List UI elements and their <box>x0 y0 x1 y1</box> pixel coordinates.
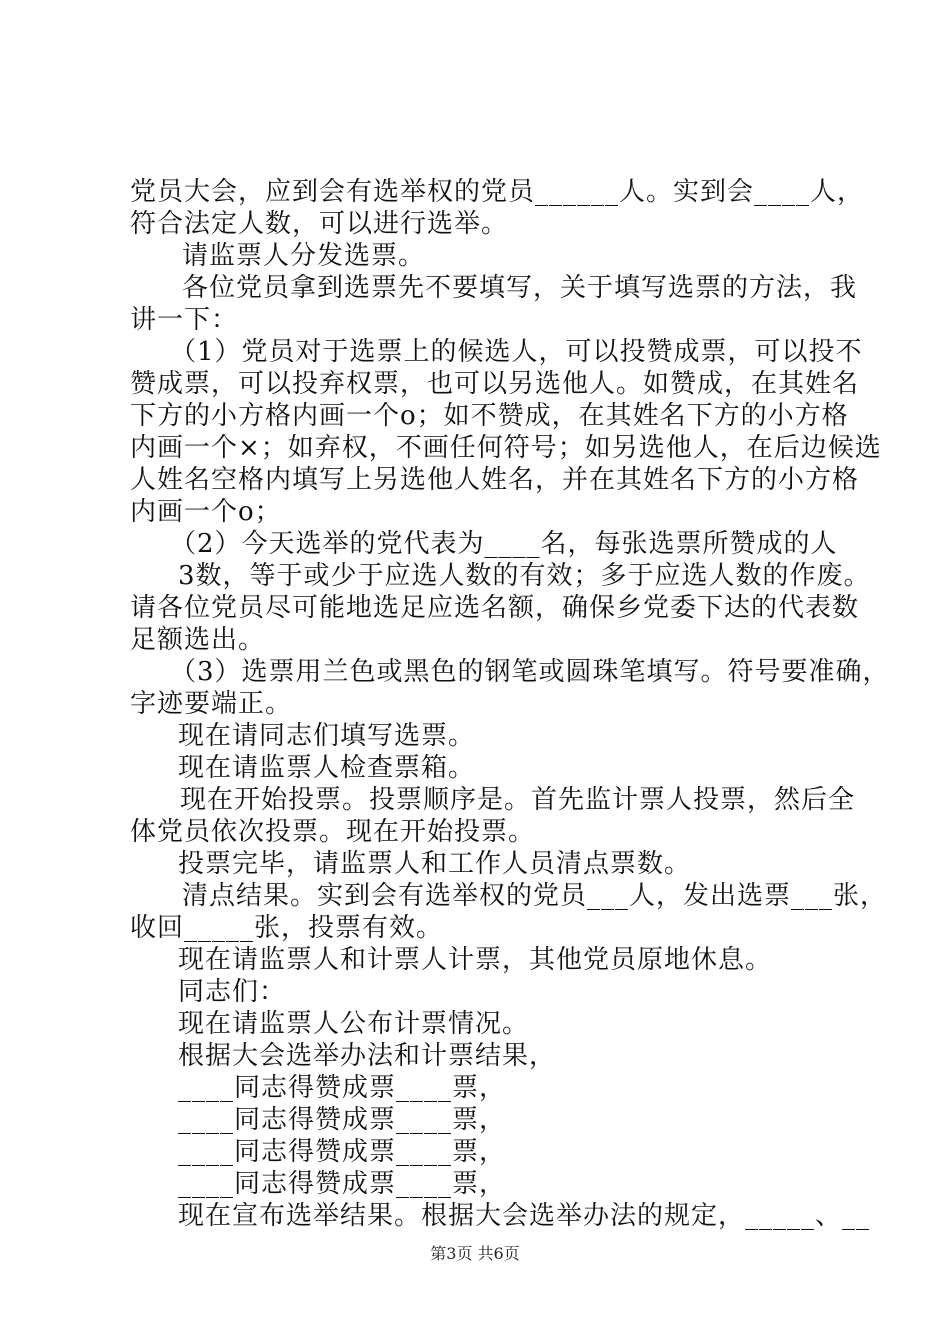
text-line: ____同志得赞成票____票， <box>178 1073 507 1103</box>
text-line: （1）党员对于选票上的候选人，可以投赞成票，可以投不 <box>170 337 863 367</box>
text-line: 符合法定人数，可以进行选举。 <box>130 209 509 239</box>
text-line: 现在请监票人公布计票情况。 <box>178 1009 530 1039</box>
text-line: 党员大会，应到会有选举权的党员______人。实到会____人， <box>130 177 865 207</box>
text-line: 内画一个×；如弃权，不画任何符号；如另选他人，在后边候选 <box>130 433 882 463</box>
text-line: 现在请监票人检查票箱。 <box>178 753 476 783</box>
text-line: 内画一个o； <box>130 497 282 527</box>
text-line: 体党员依次投票。现在开始投票。 <box>130 817 536 847</box>
text-line: 3数，等于或少于应选人数的有效；多于应选人数的作废。 <box>178 561 871 591</box>
text-line: 人姓名空格内填写上另选他人姓名，并在其姓名下方的小方格 <box>130 465 860 495</box>
text-line: 各位党员拿到选票先不要填写，关于填写选票的方法，我 <box>182 273 858 303</box>
text-line: 请监票人分发选票。 <box>182 241 426 271</box>
text-line: 清点结果。实到会有选举权的党员___人，发出选票___张， <box>182 881 888 911</box>
text-line: 现在宣布选举结果。根据大会选举办法的规定，_____、__ <box>178 1201 871 1231</box>
text-line: 下方的小方格内画一个o；如不赞成，在其姓名下方的小方格 <box>130 401 849 431</box>
text-line: 赞成票，可以投弃权票，也可以另选他人。如赞成，在其姓名 <box>130 369 860 399</box>
text-line: 根据大会选举办法和计票结果， <box>178 1041 557 1071</box>
text-line: ____同志得赞成票____票， <box>178 1137 507 1167</box>
text-line: 字迹要端正。 <box>130 689 293 719</box>
text-line: （3）选票用兰色或黑色的钢笔或圆珠笔填写。符号要准确， <box>170 657 890 687</box>
text-line: 投票完毕，请监票人和工作人员清点票数。 <box>178 849 692 879</box>
text-line: 现在请同志们填写选票。 <box>178 721 476 751</box>
page-footer <box>0 1244 950 1264</box>
text-line: 同志们： <box>178 977 287 1007</box>
text-line: 足额选出。 <box>130 625 266 655</box>
text-line: 现在开始投票。投票顺序是。首先监计票人投票，然后全 <box>180 785 856 815</box>
text-line: 收回_____张，投票有效。 <box>130 913 444 943</box>
text-line: 现在请监票人和计票人计票，其他党员原地休息。 <box>178 945 773 975</box>
text-line: 讲一下： <box>130 305 239 335</box>
text-line: ____同志得赞成票____票， <box>178 1169 507 1199</box>
page-number: 第3页 共6页 <box>430 1244 520 1263</box>
text-line: 请各位党员尽可能地选足应选名额，确保乡党委下达的代表数 <box>130 593 860 623</box>
text-line: （2）今天选举的党代表为____名，每张选票所赞成的人 <box>170 529 838 559</box>
document-body <box>130 176 890 1232</box>
text-line: ____同志得赞成票____票， <box>178 1105 507 1135</box>
